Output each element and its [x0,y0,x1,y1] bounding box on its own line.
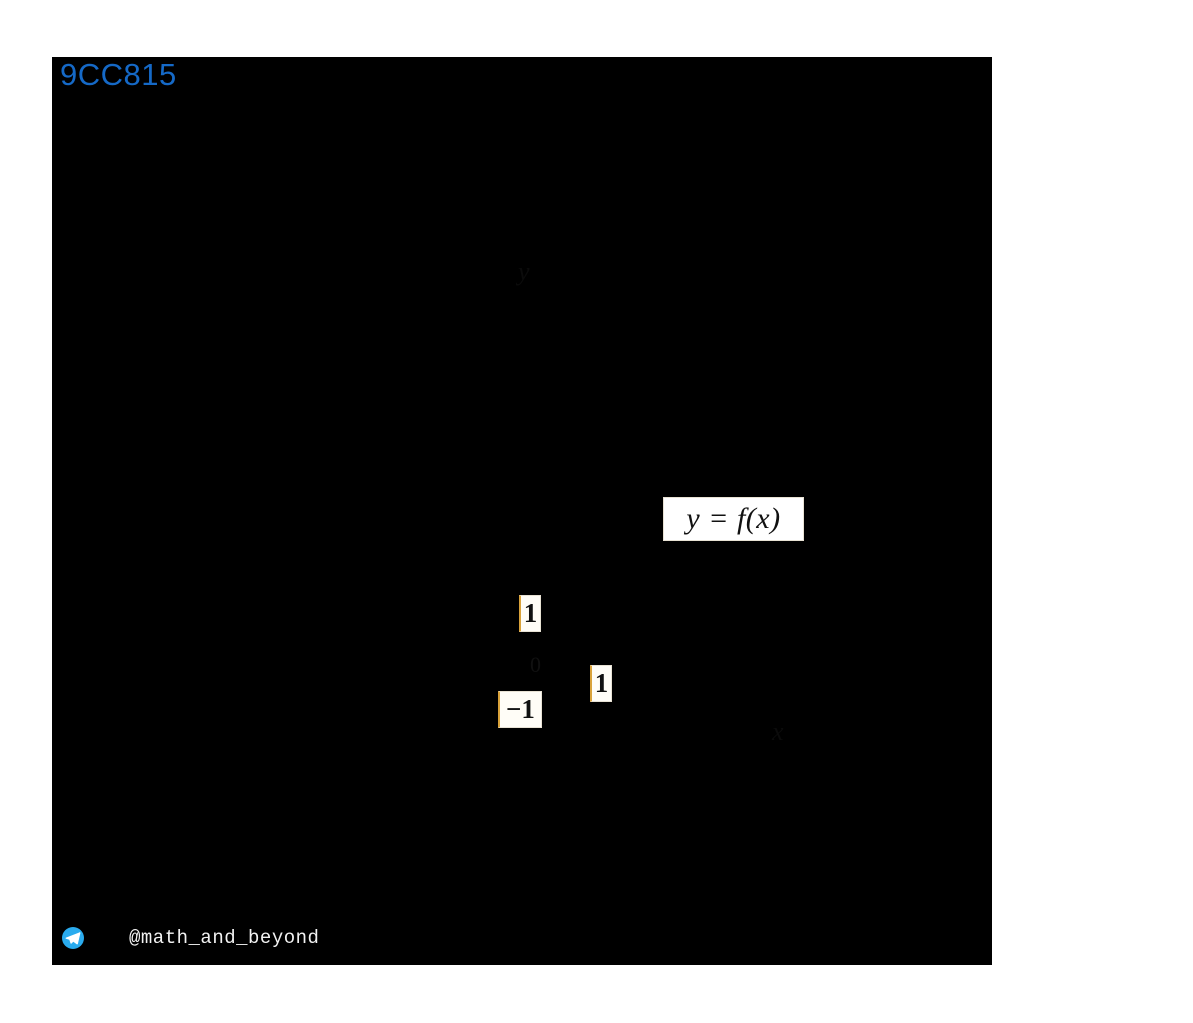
channel-handle: @math_and_beyond [129,927,320,949]
function-equation-callout: y = f(x) [663,497,804,541]
y-tick-one-callout: 1 [519,595,541,632]
x-axis-label: x [772,717,784,746]
y-tick-minus-one-callout: −1 [498,691,542,728]
footer-credit [52,911,992,965]
origin-label: 0 [530,652,541,677]
post-id-label: 9CC815 [60,57,177,92]
y-axis-label: y [518,257,530,286]
telegram-icon [62,927,84,949]
figure-panel [52,57,992,965]
x-tick-one-callout: 1 [590,665,612,702]
